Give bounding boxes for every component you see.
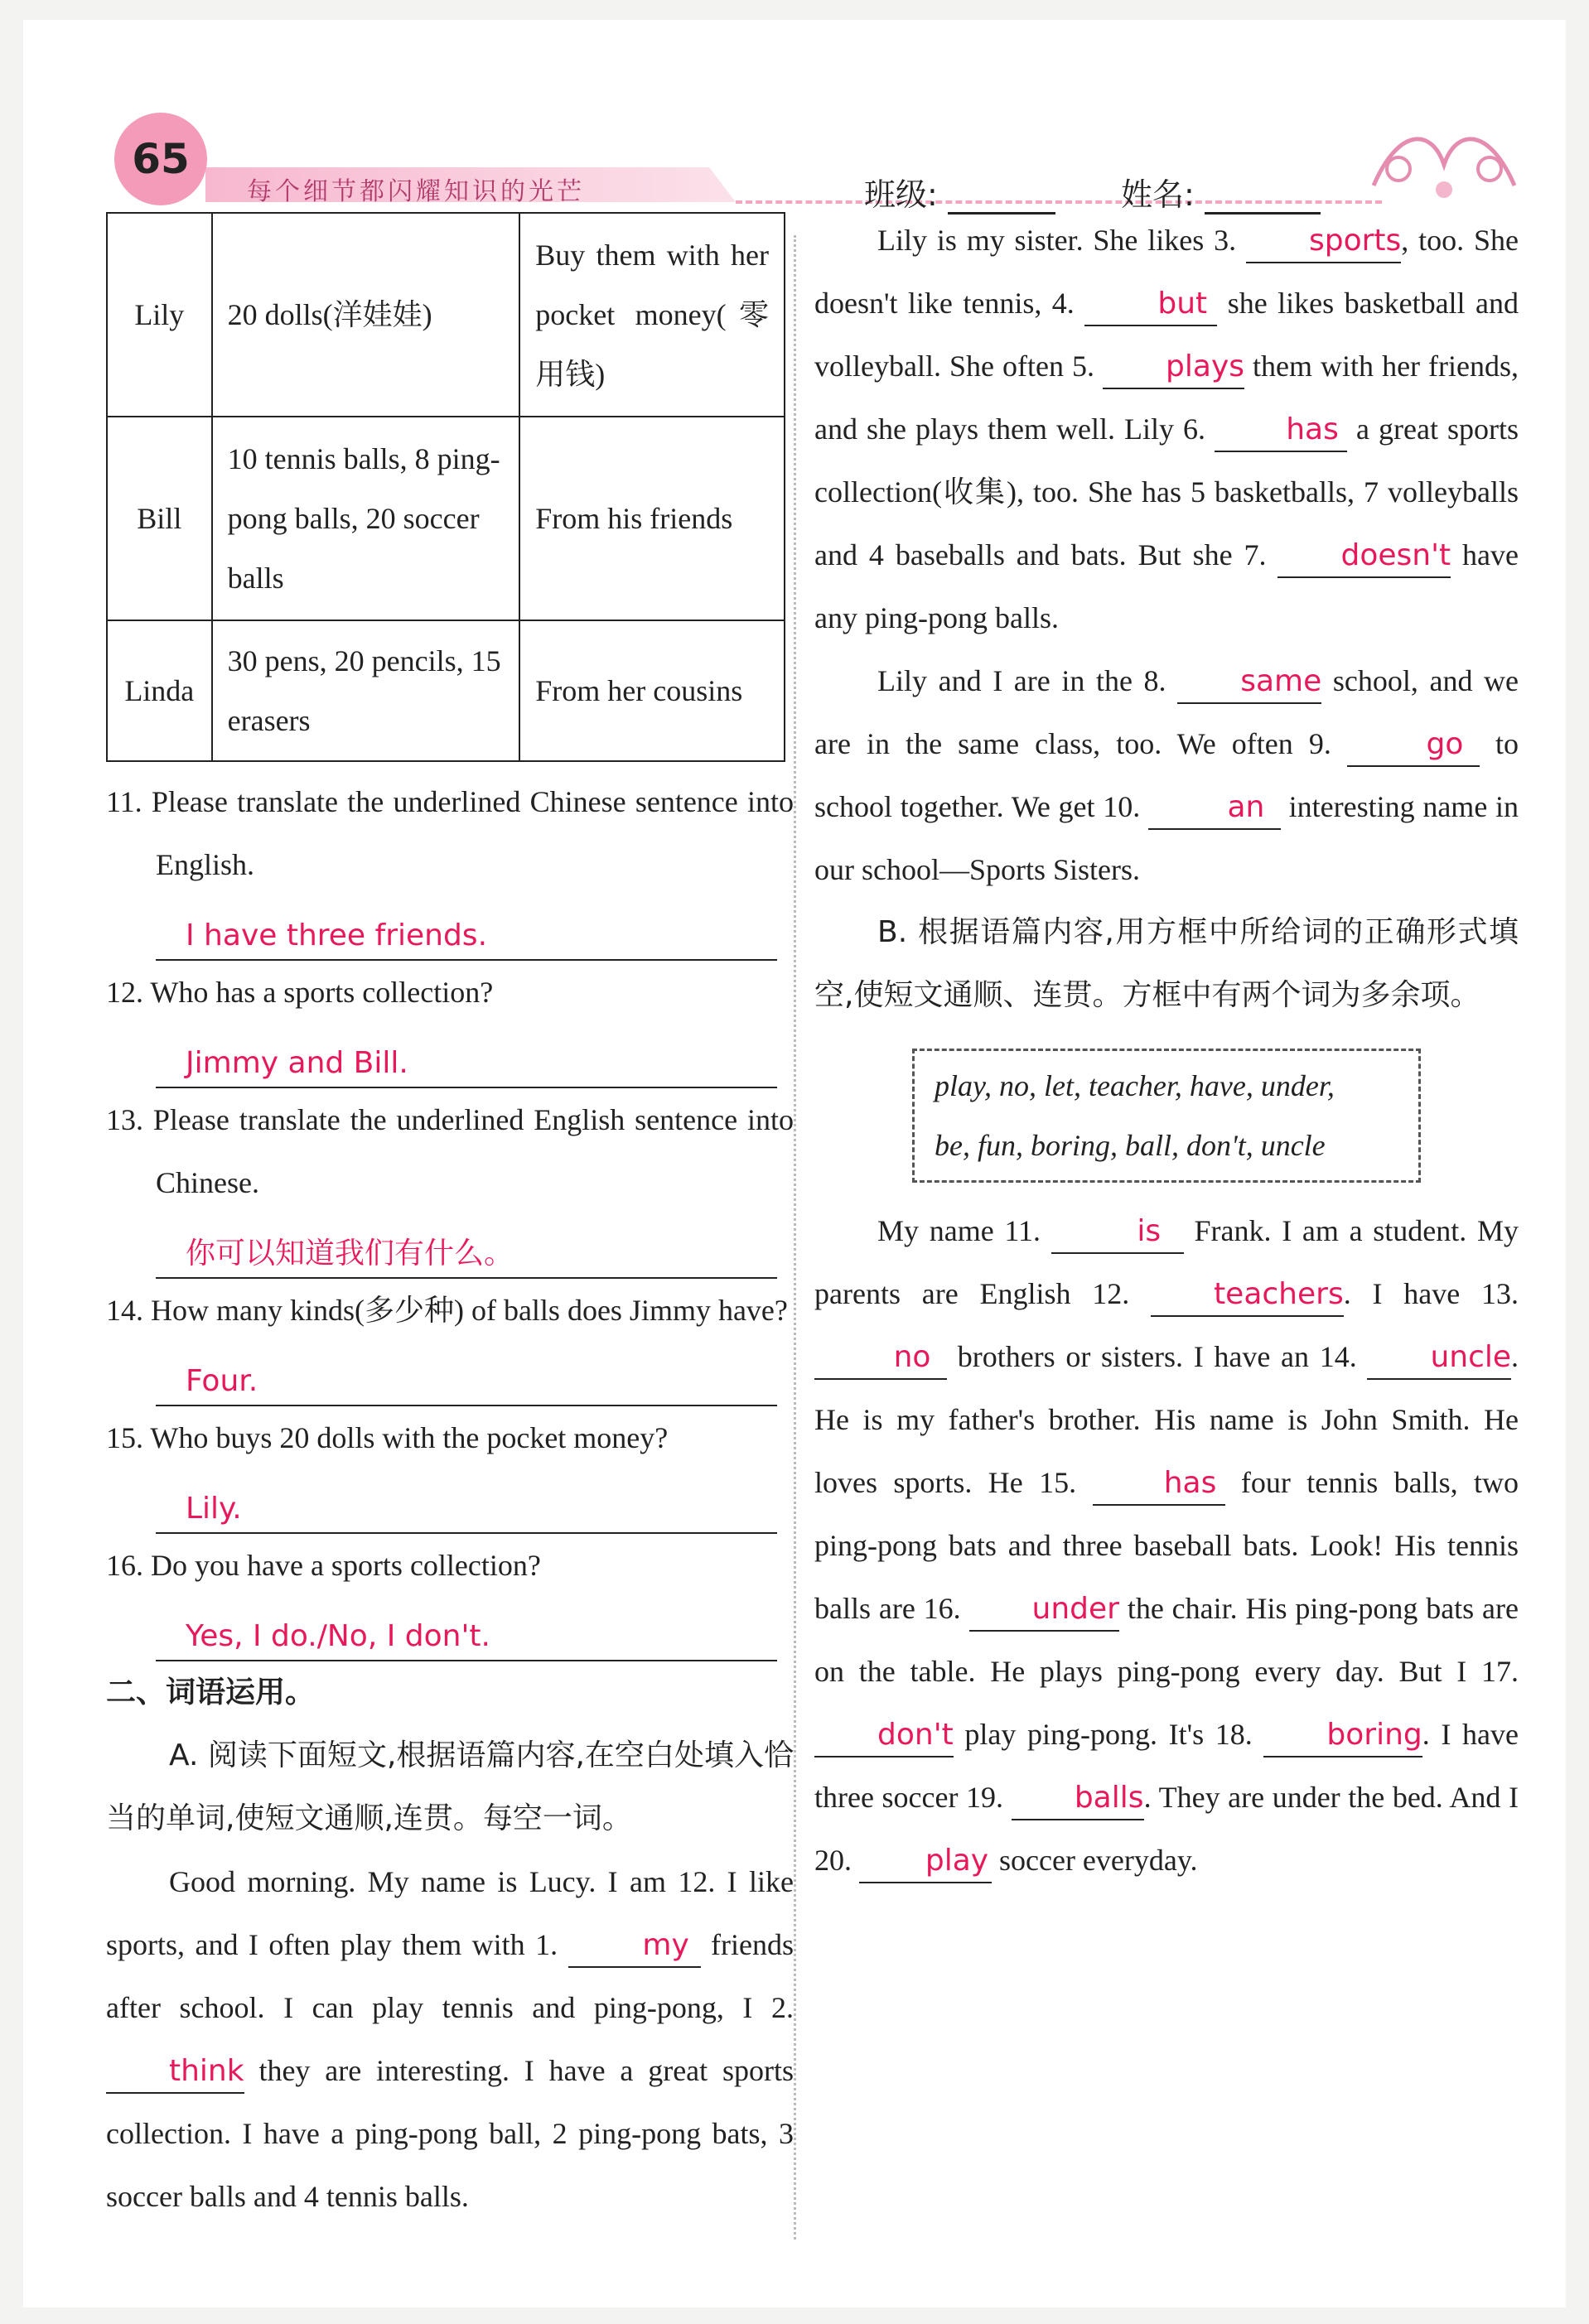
passage-text: Frank. I am a student. My parents are English 12.: [814, 1214, 1519, 1310]
question-12: [106, 961, 794, 1088]
passage-text: soccer everyday.: [999, 1844, 1198, 1877]
part-a-paragraph-2: [814, 209, 1519, 649]
passage-text: brothers or sisters. I have an 14.: [957, 1340, 1357, 1373]
table-cell-name: Bill: [107, 417, 212, 620]
passage-text: . They are under the bed. And I 20.: [814, 1781, 1519, 1877]
word-box-line: be, fun, boring, ball, don't, uncle: [935, 1129, 1326, 1162]
question-15: [106, 1406, 794, 1534]
page-header: [23, 20, 1566, 213]
passage-text: them with her friends, and she plays them well. Lily 6.: [814, 350, 1519, 446]
blank-answer: my: [642, 1928, 689, 1962]
class-field: [864, 169, 1055, 215]
table-row: [107, 213, 785, 417]
table-row: [107, 417, 785, 620]
table-cell-items: 30 pens, 20 pencils, 15 erasers: [212, 620, 520, 761]
blank-11[interactable]: [1051, 1210, 1184, 1254]
question-text: 12. Who has a sports collection?: [106, 976, 494, 1009]
word-box: [912, 1049, 1421, 1183]
blank-answer: boring: [1326, 1718, 1422, 1752]
blank-answer: uncle: [1430, 1340, 1512, 1374]
table-cell-source: From her cousins: [519, 620, 785, 761]
blank-1[interactable]: [568, 1924, 701, 1968]
blank-7[interactable]: [1277, 534, 1451, 578]
table-cell-source: From his friends: [519, 417, 785, 620]
blank-answer: an: [1227, 790, 1265, 824]
blank-answer: under: [1031, 1592, 1119, 1626]
blank-answer: same: [1240, 664, 1322, 698]
answer-line[interactable]: [156, 1214, 777, 1279]
passage-text: a great sports collection(收集), too. She has 5 basketballs, 7 volleyballs and 4 baseballs and bats. But she 7.: [814, 412, 1519, 571]
answer-line[interactable]: [156, 1597, 777, 1661]
blank-4[interactable]: [1084, 282, 1217, 326]
blank-answer: plays: [1166, 350, 1245, 383]
blank-answer: but: [1157, 287, 1208, 321]
blank-answer: no: [893, 1340, 931, 1374]
word-box-line: play, no, let, teacher, have, under,: [935, 1069, 1335, 1102]
blank-8[interactable]: [1177, 660, 1321, 704]
blank-18[interactable]: [1263, 1714, 1422, 1757]
passage-text: she likes basketball and volleyball. She often 5.: [814, 287, 1519, 383]
motto-text: 每个细节都闪耀知识的光芒: [247, 177, 585, 206]
part-a-instructions: A. 阅读下面短文,根据语篇内容,在空白处填入恰当的单词,使短文通顺,连贯。每空一词。: [106, 1738, 794, 1835]
column-divider: [794, 235, 796, 2240]
answer-line[interactable]: [156, 1342, 777, 1406]
passage-text: interesting name in our school—Sports Sisters.: [814, 790, 1519, 886]
flower-decoration-icon: [1365, 119, 1523, 210]
passage-text: school, and we are in the same class, too. We often 9.: [814, 664, 1519, 760]
blank-answer: is: [1137, 1214, 1162, 1248]
answer-text: 你可以知道我们有什么。: [186, 1237, 514, 1270]
blank-answer: think: [169, 2054, 244, 2088]
passage-text: Lily and I are in the 8.: [877, 664, 1166, 697]
blank-9[interactable]: [1347, 723, 1480, 767]
blank-20[interactable]: [859, 1839, 992, 1883]
passage-text: . He is my father's brother. His name is John Smith. He loves sports. He 15.: [814, 1340, 1519, 1499]
table-cell-name: Lily: [107, 213, 212, 417]
passage-text: . I have three soccer 19.: [814, 1718, 1519, 1814]
blank-6[interactable]: [1215, 408, 1347, 452]
blank-14[interactable]: [1367, 1336, 1511, 1380]
blank-15[interactable]: [1093, 1462, 1225, 1506]
passage-text: My name 11.: [877, 1214, 1041, 1247]
blank-13[interactable]: [814, 1336, 947, 1380]
part-b-passage: [814, 1199, 1519, 1892]
table-cell-name: Linda: [107, 620, 212, 761]
passage-text: have any ping-pong balls.: [814, 538, 1519, 634]
table-cell-source: Buy them with her pocket money(零用钱): [519, 213, 785, 417]
blank-answer: has: [1163, 1466, 1217, 1500]
part-a-paragraph-3: [814, 649, 1519, 901]
question-text: 16. Do you have a sports collection?: [106, 1549, 541, 1582]
answer-line[interactable]: [156, 896, 777, 961]
page: [23, 20, 1566, 2307]
passage-text: play ping-pong. It's 18.: [964, 1718, 1253, 1751]
answer-text: Yes, I do./No, I don't.: [186, 1619, 490, 1653]
answer-line[interactable]: [156, 1469, 777, 1534]
passage-text: four tennis balls, two ping-pong bats and three baseball bats. Look! His tennis balls are 16.: [814, 1466, 1519, 1625]
question-13: [106, 1088, 794, 1279]
answer-text: Jimmy and Bill.: [186, 1046, 408, 1080]
page-number: 65: [114, 113, 207, 205]
right-column: [814, 209, 1519, 1892]
passage-text: friends after school. I can play tennis and ping-pong, I 2.: [106, 1928, 794, 2024]
question-text: 14. How many kinds(多少种) of balls does Jimmy have?: [106, 1294, 788, 1327]
blank-2[interactable]: [106, 2050, 244, 2094]
passage-text: the chair. His ping-pong bats are on the table. He plays ping-pong every day. But I 17.: [814, 1592, 1519, 1688]
answer-text: Four.: [186, 1364, 258, 1398]
answer-text: I have three friends.: [186, 919, 488, 952]
part-b-instructions: B. 根据语篇内容,用方框中所给词的正确形式填空,使短文通顺、连贯。方框中有两个词为多余项。: [814, 915, 1519, 1012]
question-11: [106, 770, 794, 961]
blank-answer: has: [1286, 412, 1339, 446]
blank-5[interactable]: [1103, 345, 1244, 389]
table-cell-items: 20 dolls(洋娃娃): [212, 213, 520, 417]
question-text: 15. Who buys 20 dolls with the pocket money?: [106, 1421, 669, 1454]
blank-17[interactable]: [814, 1714, 954, 1757]
collection-table: [106, 212, 785, 762]
blank-12[interactable]: [1151, 1273, 1344, 1317]
blank-19[interactable]: [1012, 1777, 1144, 1820]
passage-text: they are interesting. I have a great sports collection. I have a ping-pong ball, 2 ping-pong bats, 3 soccer balls and 4 tennis balls.: [106, 2054, 794, 2213]
left-column: [106, 209, 794, 2228]
question-16: [106, 1534, 794, 1661]
passage-text: , too. She doesn't like tennis, 4.: [814, 224, 1519, 320]
blank-3[interactable]: [1246, 219, 1401, 263]
question-text: 13. Please translate the underlined English sentence into Chinese.: [106, 1103, 794, 1199]
blank-10[interactable]: [1148, 786, 1281, 830]
section-title: 二、词语运用。: [106, 1675, 316, 1709]
part-a-passage-start: [106, 1850, 794, 2228]
blank-answer: don't: [877, 1718, 954, 1752]
passage-text: . I have 13.: [1343, 1277, 1519, 1310]
name-label: 姓名:: [1121, 176, 1195, 213]
answer-text: Lily.: [186, 1492, 242, 1526]
table-row: [107, 620, 785, 761]
class-label: 班级:: [864, 176, 938, 213]
passage-text: to school together. We get 10.: [814, 727, 1519, 823]
blank-answer: go: [1426, 727, 1464, 761]
name-field: [1121, 169, 1321, 215]
passage-text: Good morning. My name is Lucy. I am 12. I like sports, and I often play them with 1.: [106, 1865, 794, 1961]
blank-16[interactable]: [969, 1588, 1119, 1632]
blank-answer: sports: [1308, 224, 1402, 258]
passage-text: Lily is my sister. She likes 3.: [877, 224, 1237, 257]
answer-line[interactable]: [156, 1024, 777, 1088]
blank-answer: doesn't: [1340, 538, 1451, 572]
question-text: 11. Please translate the underlined Chinese sentence into English.: [106, 785, 794, 881]
blank-answer: teachers: [1214, 1277, 1344, 1311]
blank-answer: play: [925, 1844, 989, 1878]
question-14: [106, 1279, 794, 1406]
blank-answer: balls: [1074, 1781, 1144, 1815]
table-cell-items: 10 tennis balls, 8 ping-pong balls, 20 soccer balls: [212, 417, 520, 620]
